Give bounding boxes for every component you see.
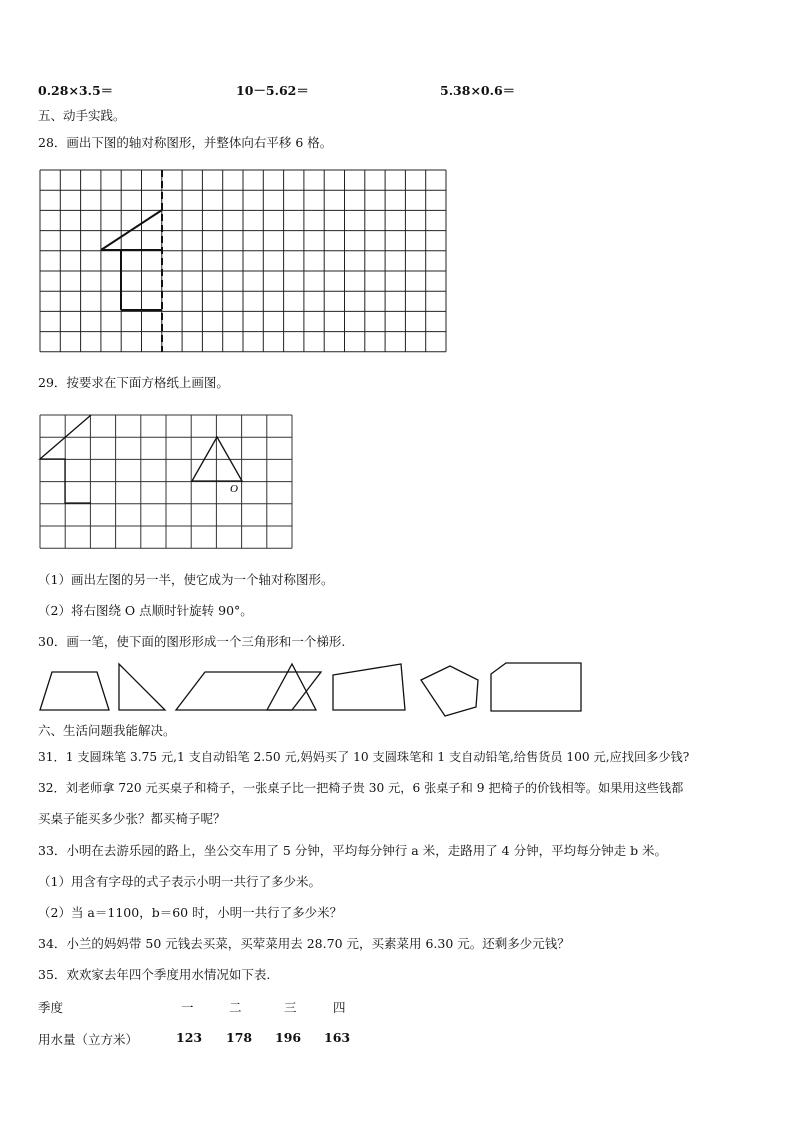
arith-3: 5.38×0.6＝ [440,83,516,98]
table-value-1: 123 [176,1030,203,1045]
shape-pentagon [421,666,478,716]
shape-cut-rectangle [491,663,581,711]
arith-2: 10－5.62＝ [236,83,309,98]
table-header-label: 季度 [38,1000,64,1015]
question-32-line-2: 买桌子能买多少张？都买椅子呢？ [38,811,226,826]
question-33: 33．小明在去游乐园的路上，坐公交车用了 5 分钟，平均每分钟行 a 米，走路用了 4 分钟，平均每分钟走 b 米。 [38,843,668,858]
q29-point-o: O [230,483,238,495]
question-29-part-1: （1）画出左图的另一半，使它成为一个轴对称图形。 [38,572,334,587]
table-value-3: 196 [275,1030,302,1045]
question-31: 31．1 支圆珠笔 3.75 元,1 支自动铅笔 2.50 元,妈妈买了 10 支圆珠笔和 1 支自动铅笔,给售货员 100 元,应找回多少钱? [38,750,690,764]
table-quarter-2: 二 [229,1000,242,1015]
q28-slant-line [101,210,162,250]
question-29: 29．按要求在下面方格纸上画图。 [38,375,229,390]
question-35: 35．欢欢家去年四个季度用水情况如下表. [38,967,271,982]
arith-1: 0.28×3.5＝ [38,83,114,98]
shape-trapezoid [40,672,109,710]
section-6-heading: 六、生活问题我能解决。 [38,723,176,738]
table-row-label: 用水量（立方米） [38,1032,139,1047]
q29-grid [40,415,292,548]
table-value-4: 163 [324,1030,351,1045]
question-34: 34．小兰的妈妈带 50 元钱去买菜，买荤菜用去 28.70 元，买素菜用 6.30 元。还剩多少元钱？ [38,936,570,951]
table-value-2: 178 [226,1030,253,1045]
question-28: 28．画出下图的轴对称图形，并整体向右平移 6 格。 [38,135,333,150]
shape-triangle [267,664,316,710]
question-30: 30．画一笔，使下面的图形形成一个三角形和一个梯形. [38,634,346,649]
table-quarter-1: 一 [181,1000,194,1015]
shape-right-triangle [119,664,165,710]
q28-grid [40,170,446,352]
section-5-heading: 五、动手实践。 [38,108,126,123]
question-29-part-2: （2）将右图绕 O 点顺时针旋转 90°。 [38,603,253,618]
question-32-line-1: 32．刘老师拿 720 元买桌子和椅子，一张桌子比一把椅子贵 30 元，6 张桌子和 9 把椅子的价钱相等。如果用这些钱都 [38,781,684,795]
question-33-part-2: （2）当 a＝1100，b＝60 时，小明一共行了多少米？ [38,905,343,920]
table-quarter-4: 四 [333,1000,346,1015]
q28-figure [101,170,162,352]
shape-quadrilateral [333,664,405,710]
question-33-part-1: （1）用含有字母的式子表示小明一共行了多少米。 [38,874,321,889]
table-quarter-3: 三 [284,1000,297,1015]
q30-shapes [40,663,581,716]
